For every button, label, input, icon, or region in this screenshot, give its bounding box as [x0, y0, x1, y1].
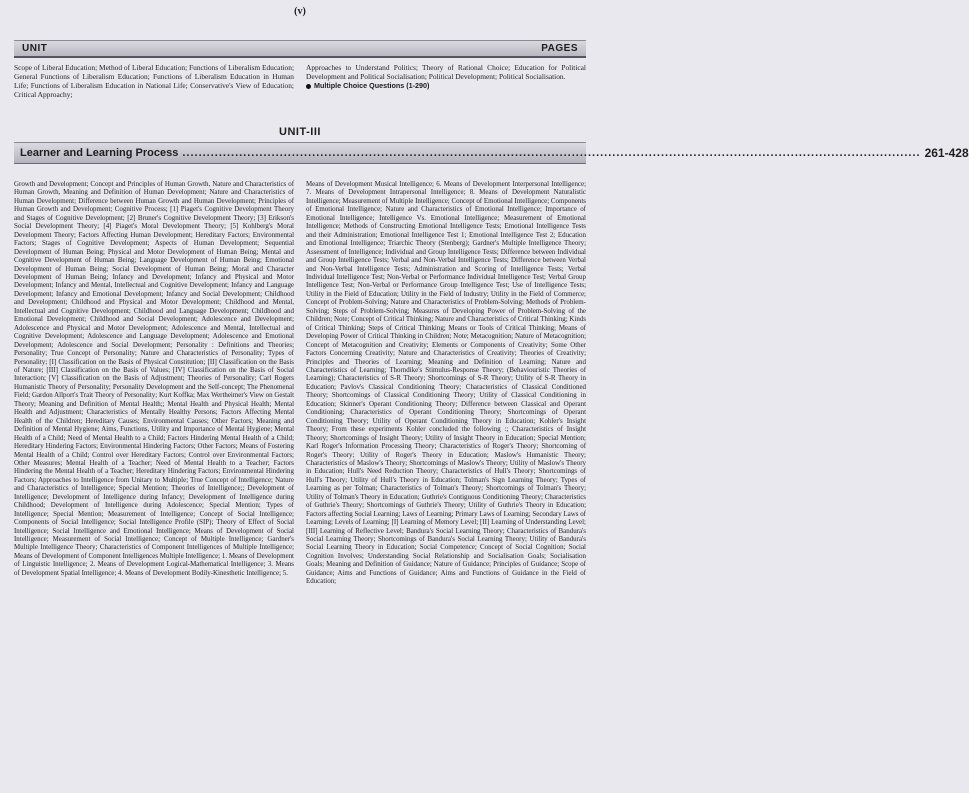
leader-dots: ...................................................................................................................................................................................... [182, 147, 921, 159]
unit-column-heading: UNIT [22, 43, 48, 54]
pages-column-heading: PAGES [541, 43, 578, 54]
section-title: Learner and Learning Process [20, 147, 179, 159]
bullet-icon [306, 84, 311, 89]
contents-left-column: Growth and Development; Concept and Principles of Human Growth, Nature and Characteristics of Human Growth, Meaning and Definition of Human Development; Nature and Characteristics of Human Development; Difference between Human Growth and Human Development; Principles of Human Growth and Development; Cognitive Process; [1] Piaget's Cognitive Development Theory and Stages of Cognitive Development; [2] Bruner's Cognitive Development Theory; [3] Erikson's Social Development Theory; [4] Piaget's Moral Development Theory; [5] Kohlberg's Moral Development Theory; Factors Affecting Human Development; Hereditary Factors; Environmental Factors; Stages of Cognitive Development; Aspects of Human Development; Sequential Development of Human Being; Physical and Motor Development of Human Being; Mental and Cognitive Development of Human Being; Language Development of Human Being; Emotional Development of Human Being; Social Development of Human Being; Moral and Character Development of Human Being; Infancy and Development; Infancy and Physical and Motor Development; Infancy and Mental, Intellectual and Cognitive Development; Infancy and Language Development; Infancy and Emotional Development; Infancy and Social Development; Childhood and Development; Childhood and Physical and Motor Development; Childhood and Mental, Intellectual and Cognitive Development; Childhood and Language Development; Childhood and Emotional Development; Childhood and Social Development; Adolescence and Development; Adolescence and Physical and Motor Development; Adolescence and Mental, Intellectual and Cognitive Development; Adolescence and Language Development; Adolescence and Emotional Development; Adolescence and Social Development; Personality : Definitions and Theories; Personality; True Concept of Personality; Nature and Characteristics of Personality; Types of Personality; [I] Classification on the Basis of Physical Constitution; [II] Classification on the Basis of Nature; [III] Classification on the Basis of Values; [IV] Classification on the Basis of Social Interaction; [V] Classification on the Basis of Adjustment; Theories of Personality; Carl Rogers Humanistic Theory of Personality; Personality Development and the Self-concept; The Phenomenal Field; Gardon Allport's Trait Theory of Personality; Kurt Koffka; Max Wertheimer's View on Gestalt Theory; Meaning and Definition of Mental Health;; Mental Health and Physical Health; Mental Health and Adjustment; Characteristics of Mentally Healthy Persons; Factors Affecting Mental Health of the Children; Hereditary Causes; Environmental Causes; Other Factors; Meaning and Definition of Mental Hygiene; Aims, Functions, Utility and Importance of Mental Hygiene; Mental Health of a Child; Need of Mental Health to a Child; Factors Hindering Mental Health of a Child; Hereditary Hindering Factors; Environmental Hindering Factors; Other Factors; Means of Fostering Mental Health of a Child; Control over Hereditary Factors; Control over Environmental Factors; Other Measures; Mental Health of a Teacher; Need of Mental Health to a Teacher; Factors Hindering the Mental Health of a Teacher; Hereditary Hindering Factors; Environmental Hindering Factors; Approaches to Intelligence from Unitary to Multiple; True Concept of Intelligence; Nature and Characteristics of Intelligence; Special Mention; Theories of Intelligence;; Development of Intelligence; Development of Intelligence during Infancy; Development of Intelligence during Childhood; Development of Intelligence during Adolescence; Special Mention; Types of Intelligence; Special Mention; Measurement of Intelligence; Concept of Social Intelligence; Components of Social Intelligence; Social Intelligence Profile (SIP); Theory of Effect of Social Intelligence; Social Intelligence and Emotional Intelligence; Means of Development of Social Intelligence; Measurement of Social Intelligence; Concept of Multiple Intelligence; Gardner's Multiple Intelligence Theory; Characteristics of Component Intelligences of Multiple Intelligence; Means of Development of Component Intelligences Multiple Intelligence; 1. Means of Development of Linguistic Intelligence; 2. Means of Development Logical-Mathematical Intelligence; 3. Means of Development Spatial Intelligence; 4. Means of Development Bodily-Kinesthetic Intelligence; 5. [14, 180, 294, 577]
unit-contents [14, 180, 586, 786]
previous-unit-left-column: Scope of Liberal Education; Method of Liberal Education; Functions of Liberalism Education; General Functions of Liberalism Education; Functions of Liberalism Education in Human Life; Functions of Liberalism Education in National Life; Conservative's View of Education; Critical Approachy; [14, 63, 294, 100]
previous-unit-right-text: Approaches to Understand Politics; Theory of Rational Choice; Education for Political Development and Political Socialisation; Political Development; Political Socialisation. [306, 63, 586, 82]
unit-title: UNIT-III [279, 126, 321, 138]
previous-unit-contents [14, 63, 586, 99]
table-header [14, 40, 586, 58]
section-pages: 261-428 [924, 146, 969, 160]
mcq-label: Multiple Choice Questions (1-290) [314, 81, 430, 91]
page-number: (v) [294, 6, 306, 17]
mcq-line [306, 81, 586, 90]
contents-right-column: Means of Development Musical Intelligence; 6. Means of Development Interpersonal Intelligence; 7. Means of Development Intrapersonal Intelligence; 8. Means of Development Naturalistic Intelligence; Measurement of Multiple Intelligence; Concept of Emotional Intelligence; Components of Emotional Intelligence; Nature and Characteristics of Emotional Intelligence; Importance of Emotional Intelligence; Intelligence Vs. Emotional Intelligence; Measurement of Emotional Intelligence; Methods of Constructing Emotional Intelligence Tests; Emotional Intelligence Tests and their Administration; Emotional Intelligence Test 1; Emotional Intelligence Test 2; Education and Emotional Intelligence; Triarchic Theory (Stenberg); Gardner's Multiple Intelligence Theory; Assessment of Intelligence; Individual and Group Intelligence Tests; Difference between Individual and Group Intelligence Tests; Verbal and Non-Verbal Intelligence Tests; Difference between Verbal and Non-Verbal Intelligence Tests; Administration and Scoring of Intelligence Tests; Verbal Individual Intelligence Test; Non-Verbal or Performance Individual Intelligence Test; Verbal Group Intelligence Test; Non-Verbal or Performance Group Intelligence Test; Use of Intelligence Tests; Utility in the Field of Education; Utility in the Field of Industry; Utility in the Field of Commerce; Concept of Problem-Solving; Nature and Characteristics of Problem-Solving; Methods of Problem-Solving; Steps of Problem-Solving; Measures of Developing Power of Problem-Solving of the Children; Note; Concept of Critical Thinking; Nature and Characteristics of Critical Thinking; Kinds of Critical Thinking; Steps of Critical Thinking; Means or Tools of Critical Thinking; Means of Developing Power of Critical Thinking in Children; Note; Metacognition; Nature of Metacognition; Concept of Metacognition and Creativity; Elements or Components of Creativity; Some Other Factors Concerning Creativity; Nature and Characteristics of Creativity; Theories of Creativity; Principles and Theories of Learning; Meaning and Definition of Learning; Nature and Characteristics of Learning; Thorndike's Stimulus-Response Theory; (Behaviouristic Theories of Learning); Characteristics of S-R Theory; Shortcomings of S-R Theory; Utility of S-R Theory in Education; Pavlov's Classical Conditioning Theory; Characteristics of Classical Conditioned Theory; Shortcomings of Classical Conditioning Theory; Utility of Classical Conditioning in Education; Skinner's Operant Conditioning Theory; Difference between Classical and Operant Conditioning; Characteristics of Operant Conditioning Theory; Shortcomings of Operant Conditioning Theory; Utility of Operant Conditioning Theory in Education; Kohler's Insight Theory; From these experiments Kohler concluded the following :; Characteristics of Insight Theory; Shortcomings of Insight Theory; Utility of Insight Theory in Education; Special Mention; Karl Roger's Information Processing Theory; Characteristics of Roger's Theory; Shortcoming of Roger's Theory; Utility of Roger's Theory in Education; Maslow's Humanistic Theory; Characteristics of Maslow's Theory; Shortcomings of Maslow's Theory; Utility of Maslow's Theory in Education; Hull's Need Reduction Theory; Characteristics of Hull's Theory; Shortcomings of Hull's Theory; Utility of Hull's Theory in Education; Tolman's Sign Learning Theory; Types of Learning as per Tolman; Characteristics of Tolman's Theory; Shortcomings of Tolman's Theory; Utility of Tolman's Theory in Education; Guthrie's Contiguous Conditioning Theory; Characteristics of Guthrie's Theory; Shortcomings of Guthrie's Theory; Utility of Guthrie's Theory in Education; Factors affecting Social Learning; Laws of Learning; Primary Laws of Learning; Secondary Laws of Learning; Levels of Learning; [I] Learning of Memory Level; [II] Learning of Understanding Level; [III] Learning of Reflective Level; Bandura's Social Learning Theory; Characteristics of Bandura's Social Learning Theory; Shortcomings of Bandura's Social Learning Theory; Utility of Bandura's Social Learning Theory in Education; Social Competence; Concept of Social Cognition; Social Cognition Involves; Understanding Social Relationship and Socialisation Goals; Socialisation Goals; Meaning and Definition of Guidance; Nature of Guidance; Principles of Guidance; Scope of Guidance; Aims and Functions of Guidance; Aims and Functions of Guidance in the Field of Education; [306, 180, 586, 586]
previous-unit-right-column [306, 63, 586, 99]
section-heading-bar [14, 142, 969, 164]
